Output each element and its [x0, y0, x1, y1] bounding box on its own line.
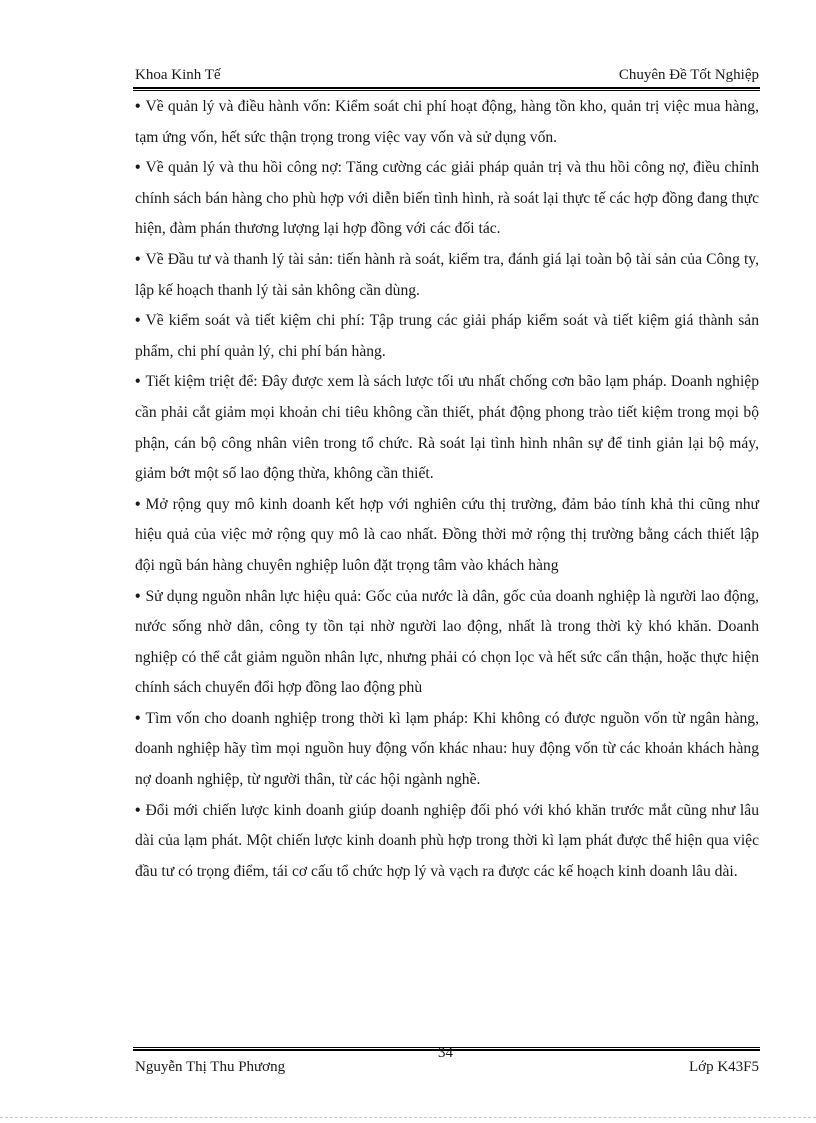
- paragraph-business-expansion: • Mở rộng quy mô kinh doanh kết hợp với nghiên cứu thị trường, đảm bảo tính khả thi cũng như hiệu quả của việc mở rộng quy mô là cao nhất. Đồng thời mở rộng thị trường bằng cách thiết lập đội ngũ bán hàng chuyên nghiệp luôn đặt trọng tâm vào khách hàng: [135, 490, 759, 582]
- paragraph-human-resources: • Sử dụng nguồn nhân lực hiệu quả: Gốc của nước là dân, gốc của doanh nghiệp là người lao động, nước sống nhờ dân, công ty tồn tại nhờ người lao động, nhất là trong thời kỳ khó khăn. Doanh nghiệp có thể cắt giảm nguồn nhân lực, nhưng phải có chọn lọc và hết sức cẩn thận, hoặc thực hiện chính sách chuyển đổi hợp đồng lao động phù: [135, 582, 759, 704]
- paragraph-capital-management: • Về quản lý và điều hành vốn: Kiểm soát chi phí hoạt động, hàng tồn kho, quản trị việc mua hàng, tạm ứng vốn, hết sức thận trọng trong việc vay vốn và sử dụng vốn.: [135, 92, 759, 153]
- body-text: [135, 92, 759, 887]
- paragraph-thrift: • Tiết kiệm triệt để: Đây được xem là sách lược tối ưu nhất chống cơn bão lạm pháp. Doanh nghiệp cần phải cắt giảm mọi khoản chi tiêu không cần thiết, phát động phong trào tiết kiệm trong mọi bộ phận, cán bộ công nhân viên trong tổ chức. Rà soát lại tình hình nhân sự để tinh giản lại bộ máy, giảm bớt một số lao động thừa, không cần thiết.: [135, 367, 759, 489]
- paragraph-debt-collection: • Về quản lý và thu hồi công nợ: Tăng cường các giải pháp quản trị và thu hồi công nợ, điều chỉnh chính sách bán hàng cho phù hợp với diễn biến tình hình, rà soát lại thực tế các hợp đồng đang thực hiện, đàm phán thương lượng lại hợp đồng với các đối tác.: [135, 153, 759, 245]
- footer-author: Nguyễn Thị Thu Phương: [135, 1059, 286, 1075]
- page-footer: [135, 1056, 759, 1078]
- header-rule: [133, 87, 760, 91]
- header-document-type: Chuyên Đề Tốt Nghiệp: [618, 67, 759, 83]
- paragraph-asset-liquidation: • Về Đầu tư và thanh lý tài sản: tiến hành rà soát, kiểm tra, đánh giá lại toàn bộ tài sản của Công ty, lập kế hoạch thanh lý tài sản không cần dùng.: [135, 245, 759, 306]
- paragraph-cost-control: • Về kiểm soát và tiết kiệm chi phí: Tập trung các giải pháp kiểm soát và tiết kiệm giá thành sản phẩm, chi phí quản lý, chi phí bán hàng.: [135, 306, 759, 367]
- footer-class: Lớp K43F5: [688, 1059, 759, 1075]
- page-header: [135, 64, 759, 86]
- header-faculty: Khoa Kinh Tế: [135, 67, 221, 83]
- paragraph-strategy-innovation: • Đổi mới chiến lược kinh doanh giúp doanh nghiệp đối phó với khó khăn trước mắt cũng như lâu dài của lạm phát. Một chiến lược kinh doanh phù hợp trong thời kì lạm phát được thể hiện qua việc đầu tư có trọng điểm, tái cơ cấu tổ chức hợp lý và vạch ra được các kế hoạch kinh doanh lâu dài.: [135, 796, 759, 888]
- page-edge-divider: [0, 1117, 816, 1118]
- paragraph-finding-capital: • Tìm vốn cho doanh nghiệp trong thời kì lạm pháp: Khi không có được nguồn vốn từ ngân hàng, doanh nghiệp hãy tìm mọi nguồn huy động vốn khác nhau: huy động vốn từ các khoản khách hàng nợ doanh nghiệp, từ người thân, từ các hội ngành nghề.: [135, 704, 759, 796]
- page-number: 34: [438, 1045, 453, 1061]
